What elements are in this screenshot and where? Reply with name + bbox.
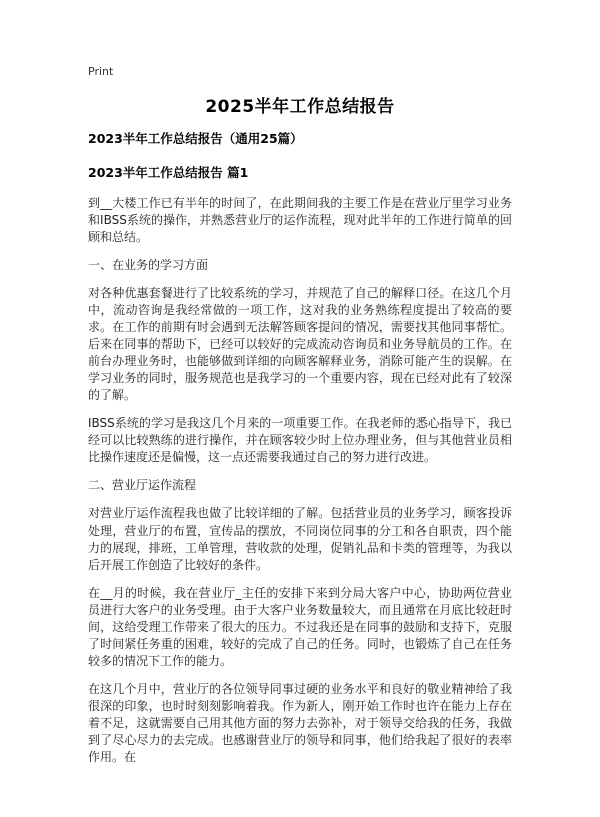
document-subtitle: 2023半年工作总结报告（通用25篇） — [88, 131, 303, 146]
paragraph-ibss-system: IBSS系统的学习是我这几个月来的一项重要工作。在我老师的悉心指导下，我已经可以比较熟练的进行操作，并在顾客较少时上位办理业务，但与其他营业员相比操作速度还是偏慢，这一点还需要我通过自己的努力进行改进。 — [88, 416, 512, 465]
paragraph-section-2-title: 二、营业厅运作流程 — [88, 478, 197, 493]
section-heading: 2023半年工作总结报告 篇1 — [88, 165, 249, 180]
print-button[interactable]: Print — [88, 65, 114, 78]
paragraph-vip-center: 在__月的时候，我在营业厅_主任的安排下来到分局大客户中心，协助两位营业员进行大客户的业务受理。由于大客户业务数量较大，而且通常在月底比较赶时间，这给受理工作带来了很大的压力。不过我还是在同事的鼓励和支持下，克服了时间紧任务重的困难，较好的完成了自己的任务。同时，也锻炼了自己在任务较多的情况下工作的能力。 — [88, 585, 512, 668]
paragraph-section-1-title: 一、在业务的学习方面 — [88, 258, 209, 273]
paragraph-business-learning: 对各种优惠套餐进行了比较系统的学习，并规范了自己的解释口径。在这几个月中，流动咨询是我经常做的一项工作，这对我的业务熟练程度提出了较高的要求。在工作的前期有时会遇到无法解答顾客提问的情况，需要找其他同事帮忙。后来在同事的帮助下，已经可以较好的完成流动咨询员和业务导航员的工作。在前台办理业务时，也能够做到详细的向顾客解释业务，消除可能产生的误解。在学习业务的同时，服务规范也是我学习的一个重要内容，现在已经对此有了较深的了解。 — [88, 286, 512, 403]
page-title: 2025半年工作总结报告 — [205, 97, 395, 117]
paragraph-intro: 到__大楼工作已有半年的时间了，在此期间我的主要工作是在营业厅里学习业务和IBSS系统的操作，并熟悉营业厅的运作流程，现对此半年的工作进行简单的回顾和总结。 — [88, 196, 512, 245]
paragraph-colleagues: 在这几个月中，营业厅的各位领导同事过硬的业务水平和良好的敬业精神给了我很深的印象，也时时刻刻影响着我。作为新人，刚开始工作时也许在能力上存在着不足，这就需要自己用其他方面的努力去弥补，对于领导交给我的任务，我做到了尽心尽力的去完成。也感谢营业厅的领导和同事，他们给我起了很好的表率作用。在 — [88, 681, 512, 764]
paragraph-hall-process: 对营业厅运作流程我也做了比较详细的了解。包括营业员的业务学习，顾客投诉处理，营业厅的布置，宣传品的摆放，不同岗位同事的分工和各自职责，四个能力的展现，排班，工单管理，营收款的处理，促销礼品和卡类的管理等，为我以后开展工作创造了比较好的条件。 — [88, 506, 512, 572]
